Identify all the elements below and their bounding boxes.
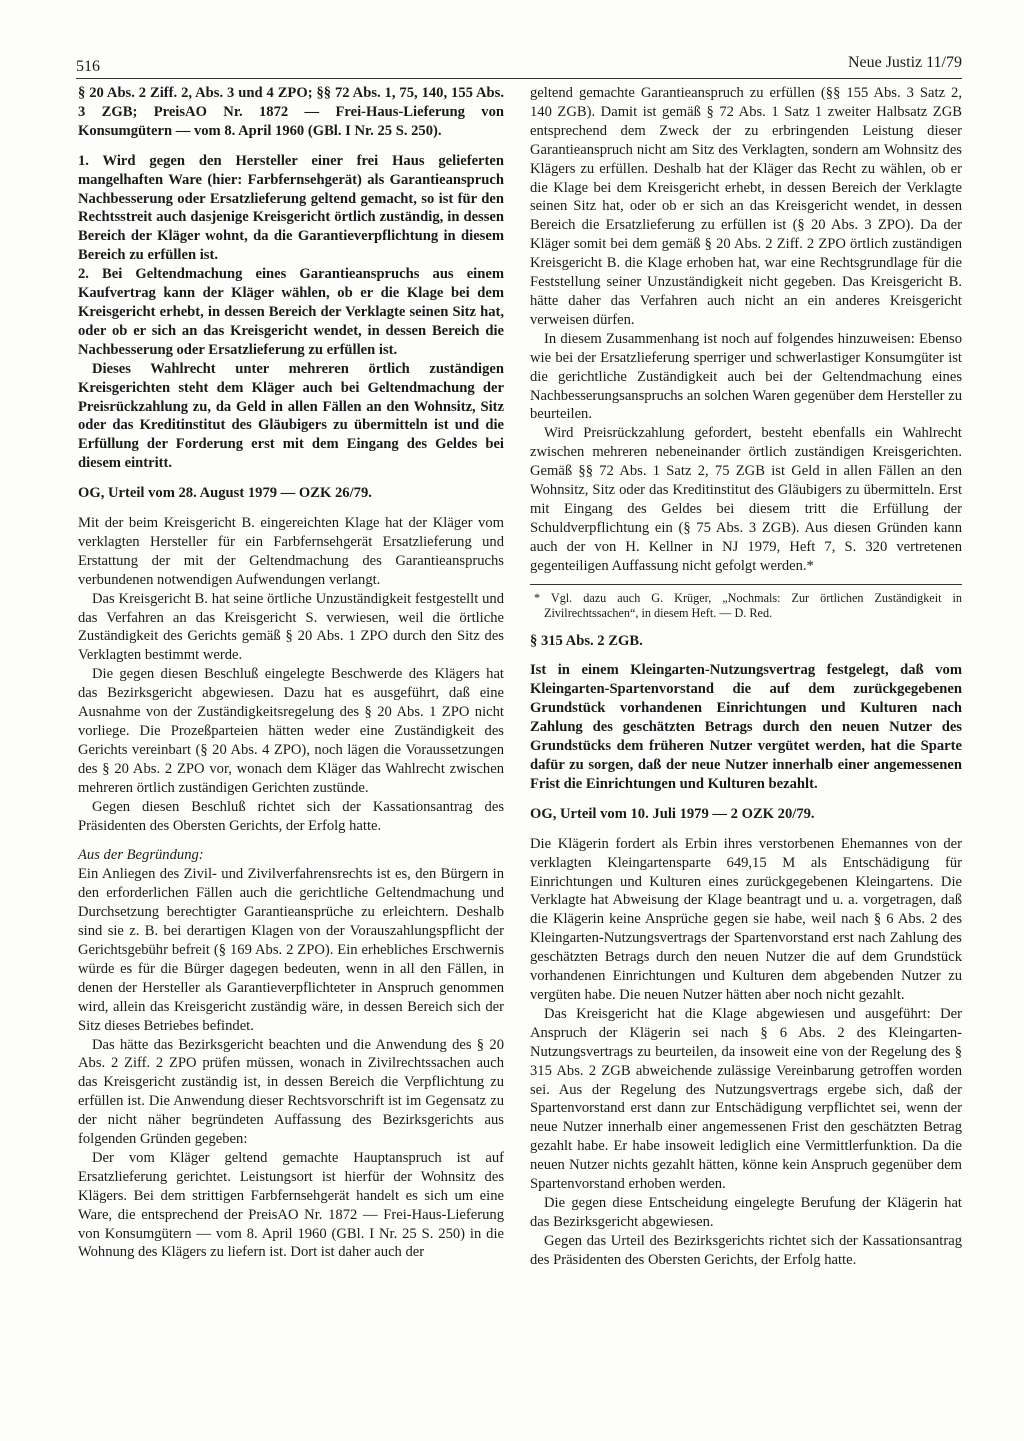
headnote: 2. Bei Geltendmachung eines Garantieanspruchs aus einem Kaufvertrag kann der Kläger wählen, ob er die Klage bei dem Kreisgericht erhebt, in dessen Bereich der Verklagte seinen Sitz hat, oder ob er sich an das Kreisgericht wendet, in dessen Bereich die Nachbesserung oder Ersatzlieferung zu erfüllen ist.: [78, 266, 504, 358]
decision-reference: OG, Urteil vom 10. Juli 1979 — 2 OZK 20/79.: [530, 805, 815, 822]
body-paragraph: In diesem Zusammenhang ist noch auf folgendes hinzuweisen: Ebenso wie bei der Ersatzlieferung sperriger und schwerlastiger Konsumgüter ist die gerichtliche Zuständigkeit auch bei der Geltendmachung eines Nachbesserungsanspruchs an solchen Waren gegenüber dem Hersteller zu beurteilen.: [530, 330, 962, 423]
decision-reference: OG, Urteil vom 28. August 1979 — OZK 26/79.: [78, 485, 372, 502]
right-column: [530, 84, 962, 1270]
headnote: Dieses Wahlrecht unter mehreren örtlich zuständigen Kreisgerichten steht dem Kläger auch bei Geltendmachung der Preisrückzahlung zu, da Geld in allen Fällen an den Wohnsitz, Sitz oder das Kreditinstitut des Gläubigers zu übermitteln ist und die Erfüllung der Forderung erst mit dem Eingang des Geldes bei diesem eintritt.: [78, 360, 504, 472]
headnote: 1. Wird gegen den Hersteller einer frei Haus gelieferten mangelhaften Ware (hier: Farbfernsehgerät) als Garantieanspruch Nachbesserung oder Ersatzlieferung geltend gemacht, so ist für den Rechtsstreit auch dasjenige Kreisgericht örtlich zuständig, in dessen Bereich der Kläger wohnt, da die Garantieverpflichtung in diesem Bereich zu erfüllen ist.: [78, 152, 504, 264]
page-number: 516: [76, 58, 100, 75]
citation: § 20 Abs. 2 Ziff. 2, Abs. 3 und 4 ZPO; §§ 72 Abs. 1, 75, 140, 155 Abs. 3 ZGB; PreisAO Nr. 1872 — Frei-Haus-Lieferung von Konsumgütern — vom 8. April 1960 (GBl. I Nr. 25 S. 250).: [78, 85, 504, 139]
body-paragraph: Wird Preisrückzahlung gefordert, besteht ebenfalls ein Wahlrecht zwischen mehreren nebeneinander örtlich zuständigen Kreisgerichten. Gemäß §§ 72 Abs. 1 Satz 2, 75 ZGB ist Geld in allen Fällen an den Wohnsitz, Sitz oder das Kreditinstitut des Gläubigers zu übermitteln. Erst mit Eingang des Geldes bei diesem tritt die Erfüllung der Schuldverpflichtung ein (§ 75 Abs. 3 ZGB). Aus diesen Gründen kann auch der von H. Kellner in NJ 1979, Heft 7, S. 320 vertretenen gegenteiligen Auffassung nicht gefolgt werden.*: [530, 425, 962, 574]
footnote-divider: [530, 584, 962, 585]
body-paragraph: Der vom Kläger geltend gemachte Hauptanspruch ist auf Ersatzlieferung gerichtet. Leistungsort ist hierfür der Wohnsitz des Klägers. Bei dem strittigen Farbfernsehgerät handelt es sich um eine Ware, die entsprechend der PreisAO Nr. 1872 — Frei-Haus-Lieferung von Konsumgütern — vom 8. April 1960 (GBl. I Nr. 25 S. 250) in die Wohnung des Klägers zu liefern ist. Dort ist daher auch der: [78, 1149, 504, 1261]
footnote: * Vgl. dazu auch G. Krüger, „Nochmals: Zur örtlichen Zuständigkeit in Zivilrechtssachen“, in diesem Heft. — D. Red.: [534, 590, 962, 620]
section-heading: Aus der Begründung:: [78, 847, 204, 864]
body-paragraph: Das Kreisgericht B. hat seine örtliche Unzuständigkeit festgestellt und das Verfahren an das Kreisgericht S. verwiesen, weil die örtliche Zuständigkeit des Gerichts gemäß § 20 Abs. 1 ZPO durch den Sitz des Verklagten bestimmt werde.: [78, 590, 504, 664]
journal-issue: Neue Justiz 11/79: [847, 54, 962, 71]
citation: § 315 Abs. 2 ZGB.: [530, 632, 643, 649]
body-paragraph: Mit der beim Kreisgericht B. eingereichten Klage hat der Kläger vom verklagten Hersteller für ein Farbfernsehgerät Ersatzlieferung und Erstattung der mit der Geltendmachung des Garantieanspruchs verbundenen notwendigen Aufwendungen verlangt.: [78, 515, 504, 588]
page-header: [76, 50, 962, 79]
headnote: Ist in einem Kleingarten-Nutzungsvertrag festgelegt, daß vom Kleingarten-Spartenvorstand die auf dem zurückgegebenen Grundstück vorhandenen Einrichtungen und Kulturen nach Zahlung des geschätzten Betrags durch den neuen Nutzer des Grundstücks dem früheren Nutzer vergütet werden, hat die Sparte dafür zu sorgen, daß der neue Nutzer innerhalb einer angemessenen Frist die Einrichtungen und Kulturen bezahlt.: [530, 662, 962, 792]
body-paragraph: Das Kreisgericht hat die Klage abgewiesen und ausgeführt: Der Anspruch der Klägerin sei nach § 6 Abs. 2 des Kleingarten-Nutzungsvertrags zu beurteilen, da insoweit eine von der Regelung des § 315 Abs. 2 ZGB abweichende zulässige Vereinbarung getroffen worden sei. Aus der Regelung des Nutzungsvertrags ergebe sich, daß der Spartenvorstand erst dann zur Entschädigung verpflichtet sei, wenn der neue Nutzer innerhalb einer angemessenen Frist den geschätzten Betrag gezahlt habe. Er habe insoweit lediglich eine Vermittlerfunktion. Da die neuen Nutzer nichts gezahlt hätten, könne kein Anspruch gegenüber dem Spartenvorstand erhoben werden.: [530, 1005, 962, 1193]
body-paragraph: Gegen das Urteil des Bezirksgerichts richtet sich der Kassationsantrag des Präsidenten des Obersten Gerichts, der Erfolg hatte.: [530, 1232, 962, 1268]
body-paragraph: Die Klägerin fordert als Erbin ihres verstorbenen Ehemannes von der verklagten Kleingartensparte 649,15 M als Entschädigung für Einrichtungen und Kulturen eines zurückgegebenen Kleingartens. Die Verklagte hat Abweisung der Klage beantragt und u. a. vorgetragen, daß die Klägerin keine Ansprüche gegen sie habe, weil nach § 6 Abs. 2 des Kleingarten-Nutzungsvertrags der Spartenvorstand erst nach Zahlung des geschätzten Betrags durch den neuen Nutzer die auf dem Grundstück vorhandenen Einrichtungen und Kulturen dem abgebenden Nutzer zu vergüten habe. Die neuen Nutzer hätten aber noch nicht gezahlt.: [530, 835, 962, 1003]
body-paragraph: Die gegen diesen Beschluß eingelegte Beschwerde des Klägers hat das Bezirksgericht abgewiesen. Dazu hat es ausgeführt, daß eine Ausnahme von der Zuständigkeitsregelung des § 20 Abs. 1 ZPO nicht vorliege. Die Prozeßparteien hätten weder eine Zuständigkeit des Gerichts vereinbart (§ 20 Abs. 4 ZPO), noch lägen die Voraussetzungen des § 20 Abs. 2 ZPO vor, wonach dem Kläger das Wahlrecht zwischen mehreren örtlich zuständigen Gerichten zustünde.: [78, 666, 504, 796]
left-column: [78, 84, 504, 1262]
body-paragraph: Ein Anliegen des Zivil- und Zivilverfahrensrechts ist es, den Bürgern in den erforderlichen Fällen auch die gerichtliche Geltendmachung und Durchsetzung berechtigter Garantieansprüche zu erleichtern. Deshalb sind sie z. B. bei derartigen Klagen von der Vorauszahlungspflicht der Gerichtsgebühr befreit (§ 169 Abs. 2 ZPO). Ein erhebliches Erschwernis würde es für die Bürger dagegen bedeuten, wenn in all den Fällen, in denen der Hersteller als Garantieverpflichteter in Anspruch genommen wird, allein das Kreisgericht zuständig wäre, in dessen Bereich sich der Sitz dieses Betriebes befindet.: [78, 866, 504, 1034]
body-paragraph: Gegen diesen Beschluß richtet sich der Kassationsantrag des Präsidenten des Obersten Gerichts, der Erfolg hatte.: [78, 798, 504, 834]
body-paragraph: Das hätte das Bezirksgericht beachten und die Anwendung des § 20 Abs. 2 Ziff. 2 ZPO prüfen müssen, wonach in Zivilrechtssachen auch das Kreisgericht zuständig ist, in dessen Bereich die Verpflichtung zu erfüllen ist. Die Anwendung dieser Rechtsvorschrift ist im Gegensatz zu der nicht näher begründeten Auffassung des Bezirksgerichts aus folgenden Gründen gegeben:: [78, 1036, 504, 1148]
body-paragraph: geltend gemachte Garantieanspruch zu erfüllen (§§ 155 Abs. 3 Satz 2, 140 ZGB). Damit ist gemäß § 72 Abs. 1 Satz 1 zweiter Halbsatz ZGB entsprechend dem Zweck der zu erbringenden Leistung dieser Garantieanspruch nicht am Sitz des Verklagten, sondern am Wohnsitz des Klägers zu erfüllen. Deshalb hat der Kläger das Recht zu wählen, ob er die Klage bei dem Kreisgericht erhebt, in dessen Bereich der Verklagte seinen Sitz hat, oder ob er sich an das Kreisgericht wendet, in dessen Bereich die Ersatzlieferung zu erfüllen ist (§ 20 Abs. 3 ZPO). Da der Kläger somit bei dem gemäß § 20 Abs. 2 Ziff. 2 ZPO örtlich zuständigen Kreisgericht B. die Klage erhoben hat, war eine Rechtsgrundlage für die Feststellung seiner Unzuständigkeit nicht gegeben. Das Kreisgericht B. hätte daher das Verfahren auch nicht an ein anderes Kreisgericht verweisen dürfen.: [530, 85, 962, 328]
body-paragraph: Die gegen diese Entscheidung eingelegte Berufung der Klägerin hat das Bezirksgericht abgewiesen.: [530, 1194, 962, 1230]
